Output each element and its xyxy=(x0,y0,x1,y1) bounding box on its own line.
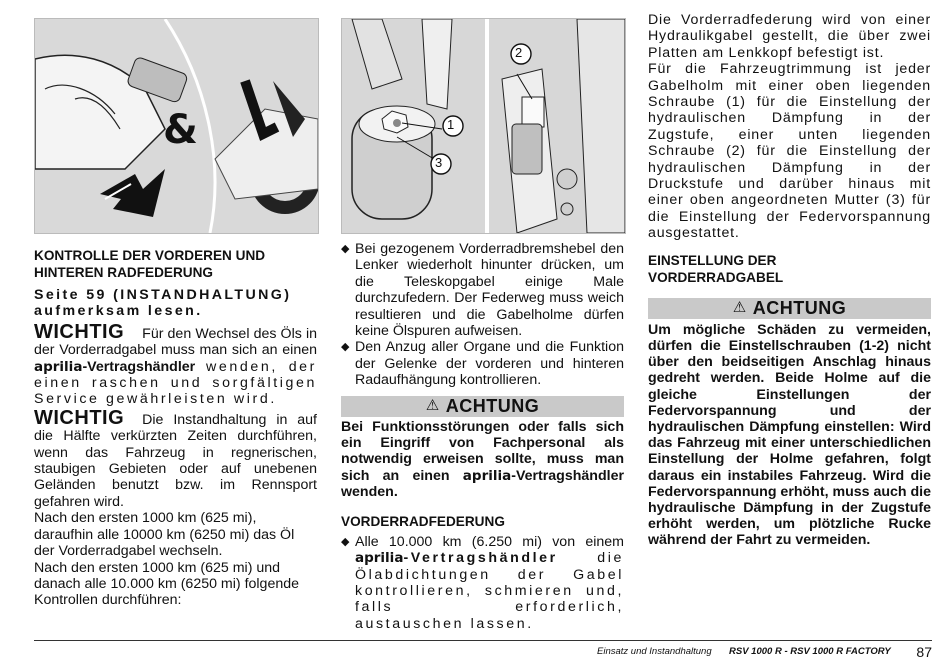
warning-triangle-icon: ⚠ xyxy=(732,298,747,316)
right-column xyxy=(648,12,931,549)
list-item: ◆ Den Anzug aller Organe und die Funktion der Gelenke der vorderen und hinteren Radaufhängung kontrollieren. xyxy=(341,339,624,389)
achtung-text: Bei Funktionsstörungen oder falls sich ein Eingriff von Fachpersonal als notwendig erweisen sollte, muss man sich an einen aprilia-Vertragshändler wenden. xyxy=(341,418,624,501)
achtung-banner: ⚠ ACHTUNG xyxy=(341,396,624,417)
achtung-banner: ⚠ ACHTUNG xyxy=(648,298,931,319)
footer-section: Einsatz und Instandhaltung xyxy=(597,646,712,657)
section-heading: EINSTELLUNG DER VORDERRADGABEL xyxy=(648,252,784,285)
wichtig-label: WICHTIG xyxy=(34,406,125,429)
achtung-text: Um mögliche Schäden zu vermeiden, dürfen die Einstellschrauben (1-2) nicht über den beidseitigen Anschlag hinaus gedreht werden. Beide Holme auf die gleiche Einstellungen der Federvorspannung und der hydraulischen Dämpfung einstellen: Wird das Fahrzeug mit einer unterschiedlichen Einstellung der Holme gefahren, folgt daraus ein instabiles Fahrzeug. Wird die Federvorspannung erhöht, muss auch die hydraulische Dämpfung in der Zugstufe erhöht werden, um plötzliche Rucke während der Fahrt zu vermeiden. xyxy=(648,321,932,549)
section-heading: KONTROLLE DER VORDEREN UND HINTEREN RADFEDERUNG xyxy=(34,248,266,280)
figure-handlebar-suspension xyxy=(34,18,319,234)
handlebar-illustration xyxy=(35,19,318,233)
warning-triangle-icon: ⚠ xyxy=(425,396,440,414)
callout-2: 2 xyxy=(515,45,523,60)
oil-change-paragraph: Nach den ersten 1000 km (625 mi), daraufhin alle 10000 km (6250 mi) das Öl der Vorderradgabel wechseln. xyxy=(34,510,295,560)
middle-column xyxy=(341,241,624,632)
list-item: ◆ Bei gezogenem Vorderradbremshebel den Lenker wiederholt hinunter drücken, um die Teleskopgabel einige Male durchzufedern. Der Federweg muss weich resultieren und die Gabelholme dürfen keine Ölspuren aufweisen. xyxy=(341,241,624,340)
figure-fork-adjusters xyxy=(341,18,626,234)
aprilia-brand: aprilia xyxy=(355,550,404,567)
footer-rule xyxy=(34,640,932,641)
diamond-bullet-icon: ◆ xyxy=(341,243,350,255)
callout-3: 3 xyxy=(435,155,443,170)
list-item: ◆ Alle 10.000 km (6.250 mi) von einem aprilia-Vertragshändler die Ölabdichtungen der Gabel kontrollieren, schmieren und, falls erforderlich, austauschen lassen. xyxy=(341,533,624,632)
page-number: 87 xyxy=(916,644,932,660)
fork-description: Die Vorderradfederung wird von einer Hydraulikgabel gestellt, die über zwei Platten am Lenkkopf befestigt ist. xyxy=(648,12,931,61)
section-heading: VORDERRADFEDERUNG xyxy=(341,513,505,529)
inspection-paragraph: Nach den ersten 1000 km (625 mi) und danach alle 10.000 km (6250 mi) folgende Kontrollen durchführen: xyxy=(34,559,300,609)
trimming-paragraph: Für die Fahrzeugtrimmung ist jeder Gabelholm mit einer oben liegenden Schraube (1) für die Einstellung der hydraulischen Dämpfung in der Zugstufe, einer unten liegenden Schraube (2) für die Einstellung der hydraulischen Dämpfung in der Druckstufe und darüber hinaus mit einer oben angeordneten Mutter (3) für die Einstellung der Federvorspannung ausgestattet. xyxy=(648,61,931,242)
wichtig-note-1: WICHTIG Für den Wechsel des Öls in der Vorderradgabel muss man sich an einen aprilia-Vertragshändler wenden, der einen raschen und sorgfältigen Service gewährleisten wird. xyxy=(34,320,317,408)
wichtig-label: WICHTIG xyxy=(34,320,125,343)
aprilia-brand: aprilia xyxy=(34,358,83,375)
diamond-bullet-icon: ◆ xyxy=(341,535,350,548)
footer-model: RSV 1000 R - RSV 1000 R FACTORY xyxy=(729,646,891,657)
left-column xyxy=(34,247,317,609)
page-reference: Seite 59 (INSTANDHALTUNG) aufmerksam lesen. xyxy=(34,287,292,320)
fork-illustration xyxy=(342,19,625,233)
wichtig-note-2: WICHTIG Die Instandhaltung in auf die Hälfte verkürzten Zeiten durchführen, wenn das Fahrzeug in regnerischen, staubigen Gebieten oder auf unebenen Geländen benutzt bzw. im Rennsport gefahren wird. xyxy=(34,406,317,510)
svg-text:&: & xyxy=(163,107,198,153)
diamond-bullet-icon: ◆ xyxy=(341,341,350,354)
callout-1: 1 xyxy=(447,117,455,132)
aprilia-brand: aprilia xyxy=(462,467,512,484)
